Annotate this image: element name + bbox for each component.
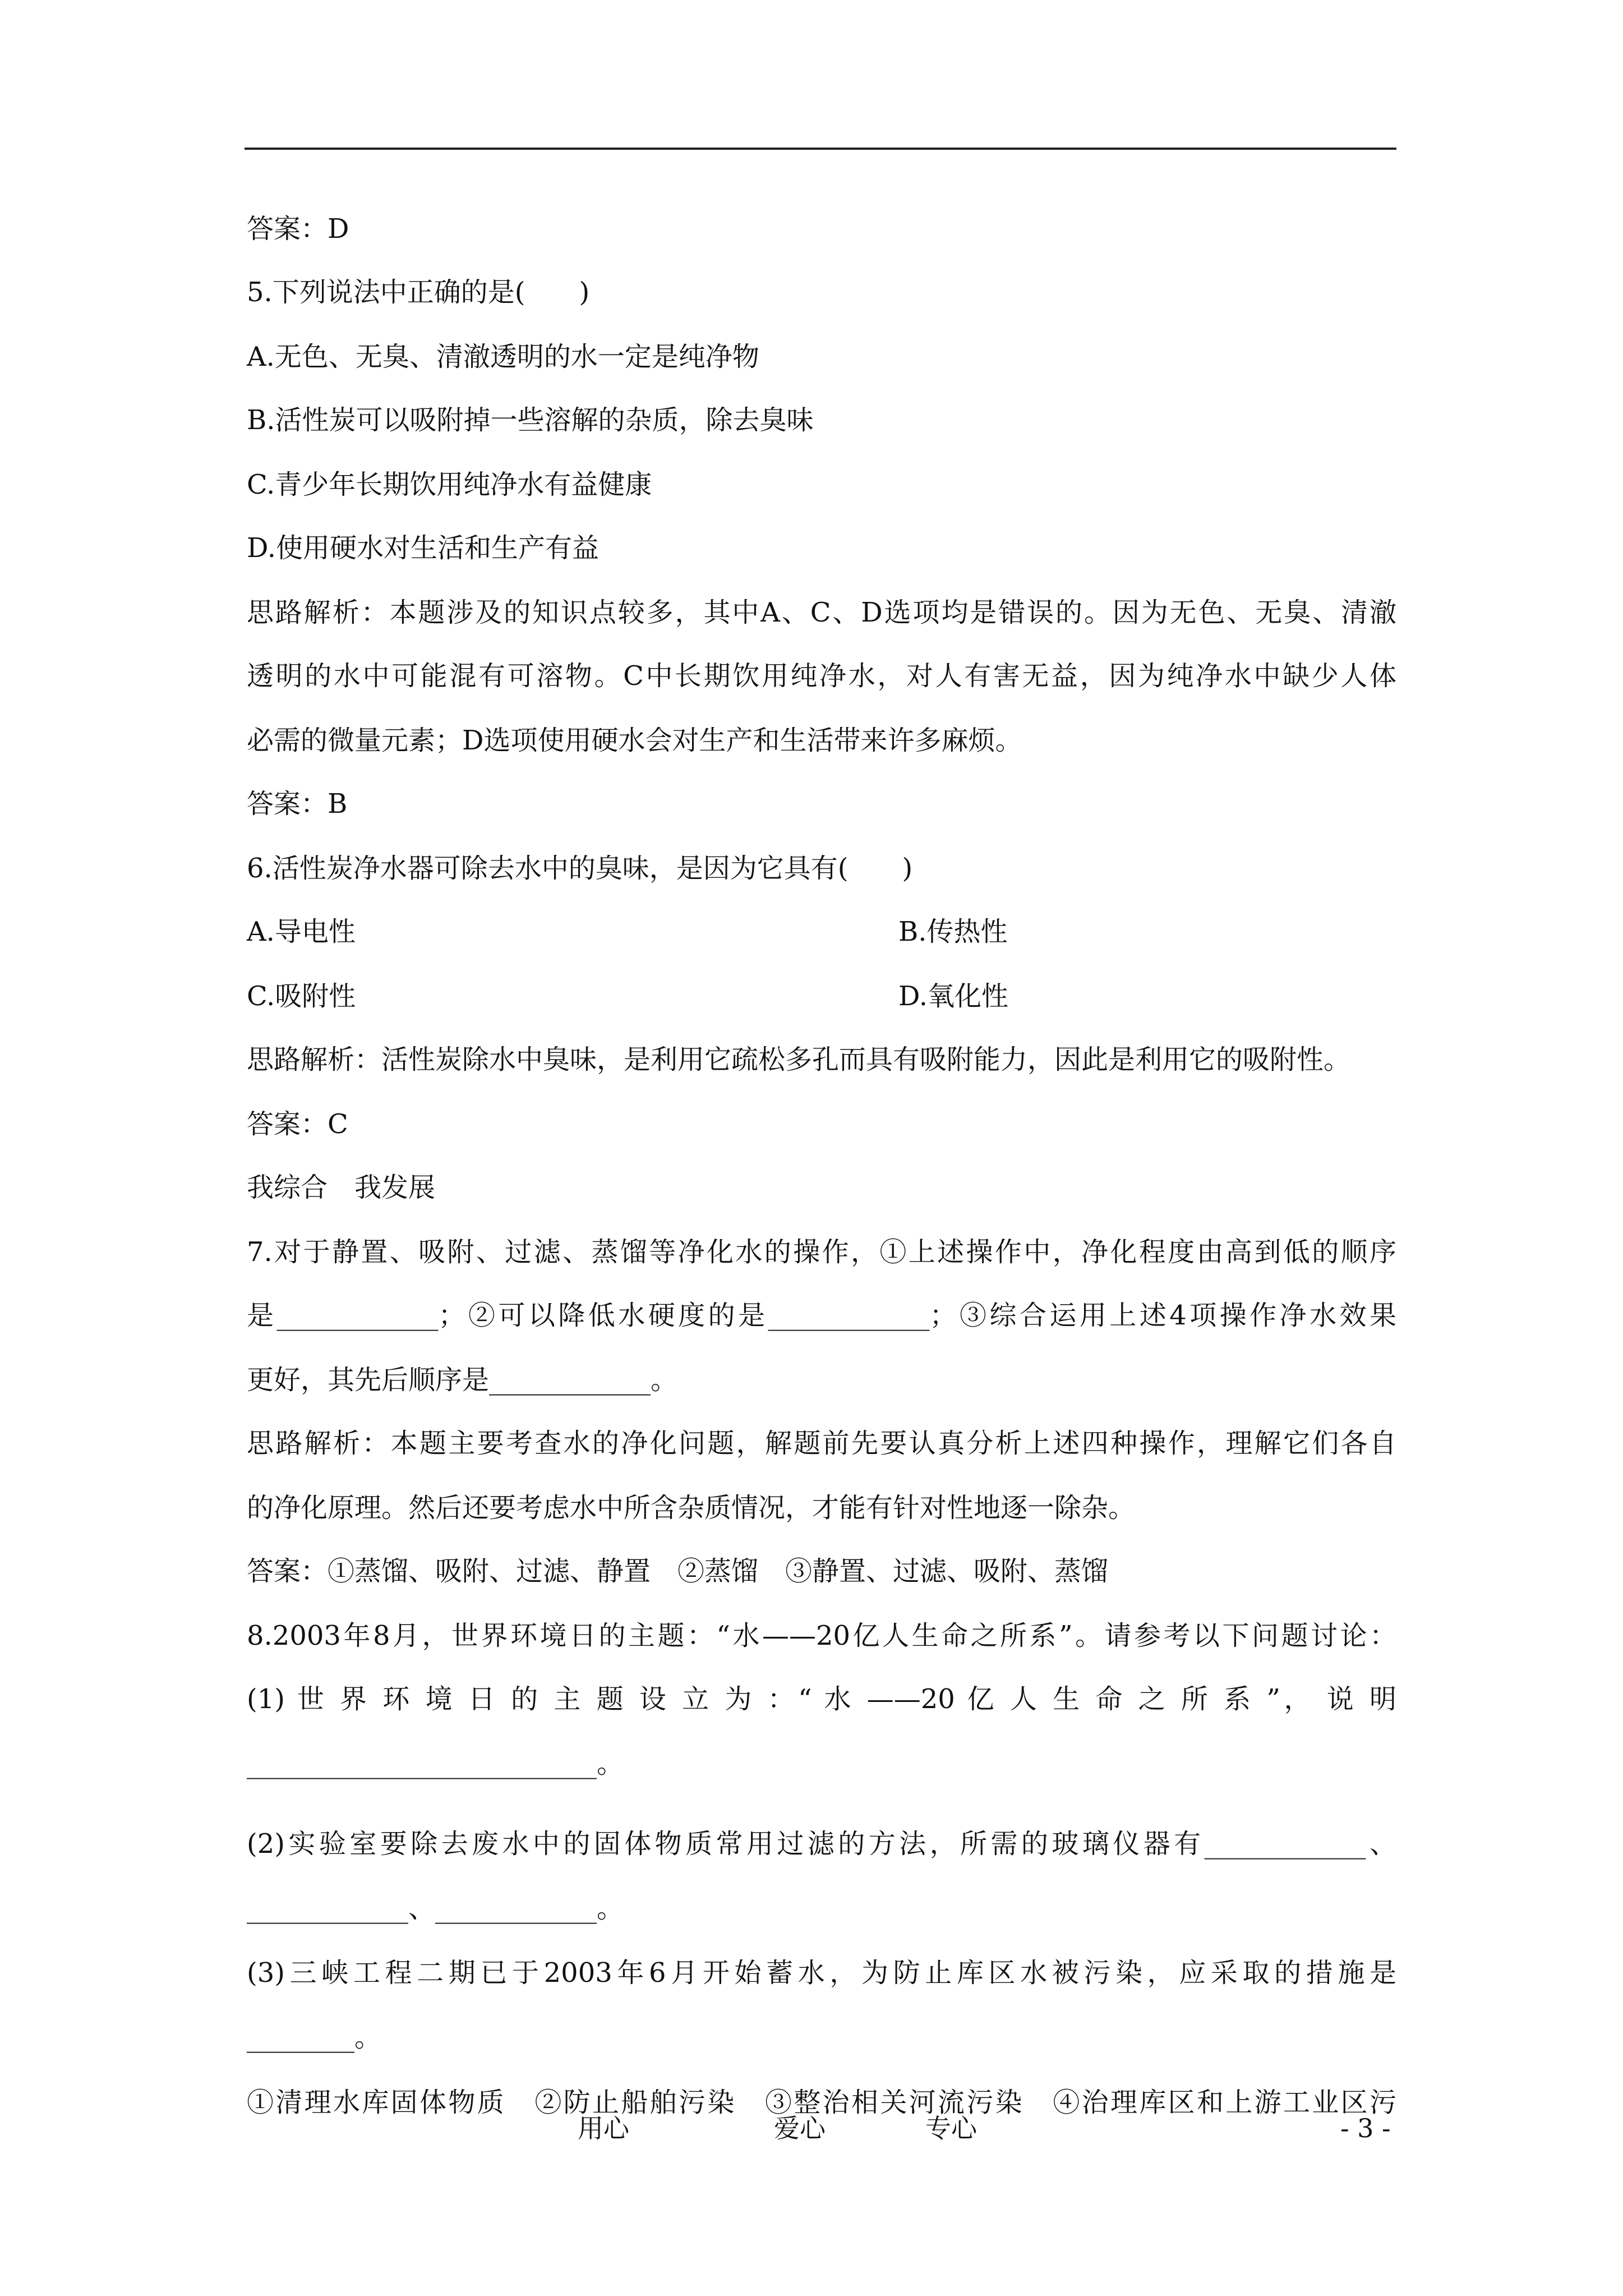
question-7-line-1: 7.对于静置、吸附、过滤、蒸馏等净化水的操作，①上述操作中，净化程度由高到低的顺序 bbox=[247, 1236, 1396, 1268]
question-8-stem: 8.2003年8月，世界环境日的主题：“水——20亿人生命之所系”。请参考以下问题讨论： bbox=[247, 1620, 1396, 1651]
header-rule bbox=[245, 148, 1396, 150]
footer-motto-3: 专心 bbox=[925, 2113, 977, 2143]
question-7-line-3: 更好，其先后顺序是____________。 bbox=[247, 1364, 678, 1396]
analysis-5-line-1: 思路解析：本题涉及的知识点较多，其中A、C、D选项均是错误的。因为无色、无臭、清澈 bbox=[247, 597, 1396, 628]
question-8-part-1-blank: __________________________。 bbox=[247, 1748, 624, 1779]
analysis-5-line-3: 必需的微量元素；D选项使用硬水会对生产和生活带来许多麻烦。 bbox=[247, 725, 1022, 756]
answer-5: 答案：B bbox=[247, 788, 348, 820]
footer-motto-2: 爱心 bbox=[774, 2113, 826, 2143]
question-6-option-c: C.吸附性 bbox=[247, 981, 356, 1012]
answer-7: 答案：①蒸馏、吸附、过滤、静置 ②蒸馏 ③静置、过滤、吸附、蒸馏 bbox=[247, 1556, 1109, 1587]
analysis-7-line-1: 思路解析：本题主要考查水的净化问题，解题前先要认真分析上述四种操作，理解它们各自 bbox=[247, 1428, 1396, 1459]
analysis-7-line-2: 的净化原理。然后还要考虑水中所含杂质情况，才能有针对性地逐一除杂。 bbox=[247, 1492, 1136, 1524]
question-5-stem: 5.下列说法中正确的是( ) bbox=[247, 277, 590, 308]
question-5-option-a: A.无色、无臭、清澈透明的水一定是纯净物 bbox=[247, 341, 759, 372]
question-5-option-b: B.活性炭可以吸附掉一些溶解的杂质，除去臭味 bbox=[247, 404, 814, 436]
question-6-option-a: A.导电性 bbox=[247, 916, 356, 947]
footer-motto-1: 用心 bbox=[578, 2113, 629, 2143]
section-heading: 我综合 我发展 bbox=[247, 1172, 436, 1203]
answer-4: 答案：D bbox=[247, 213, 349, 245]
question-8-part-1: (1) 世 界 环 境 日 的 主 题 设 立 为 ：“ 水 ——20 亿 人 生 命 之 所 系 ”， 说 明 bbox=[247, 1683, 1396, 1715]
question-8-part-3: (3)三峡工程二期已于2003年6月开始蓄水，为防止库区水被污染，应采取的措施是 bbox=[247, 1957, 1396, 1989]
question-6-stem: 6.活性炭净水器可除去水中的臭味，是因为它具有( ) bbox=[247, 853, 913, 884]
page-number: - 3 - bbox=[1340, 2113, 1391, 2143]
analysis-5-line-2: 透明的水中可能混有可溶物。C中长期饮用纯净水，对人有害无益，因为纯净水中缺少人体 bbox=[247, 660, 1396, 692]
question-5-option-d: D.使用硬水对生活和生产有益 bbox=[247, 532, 600, 564]
question-6-option-b: B.传热性 bbox=[898, 916, 1008, 947]
question-5-option-c: C.青少年长期饮用纯净水有益健康 bbox=[247, 469, 652, 500]
question-8-part-2-blanks: ____________、____________。 bbox=[247, 1893, 624, 1924]
answer-6: 答案：C bbox=[247, 1108, 348, 1140]
question-8-part-2: (2)实验室要除去废水中的固体物质常用过滤的方法，所需的玻璃仪器有____________、 bbox=[247, 1828, 1396, 1860]
analysis-6: 思路解析：活性炭除水中臭味，是利用它疏松多孔而具有吸附能力，因此是利用它的吸附性。 bbox=[247, 1044, 1351, 1075]
question-8-part-3-options: ①清理水库固体物质 ②防止船舶污染 ③整治相关河流污染 ④治理库区和上游工业区污 bbox=[247, 2087, 1396, 2118]
question-8-part-3-blank: ________。 bbox=[247, 2022, 382, 2053]
question-6-option-d: D.氧化性 bbox=[898, 981, 1009, 1012]
question-7-line-2: 是____________；②可以降低水硬度的是____________；③综合运用上述4项操作净水效果 bbox=[247, 1300, 1396, 1331]
